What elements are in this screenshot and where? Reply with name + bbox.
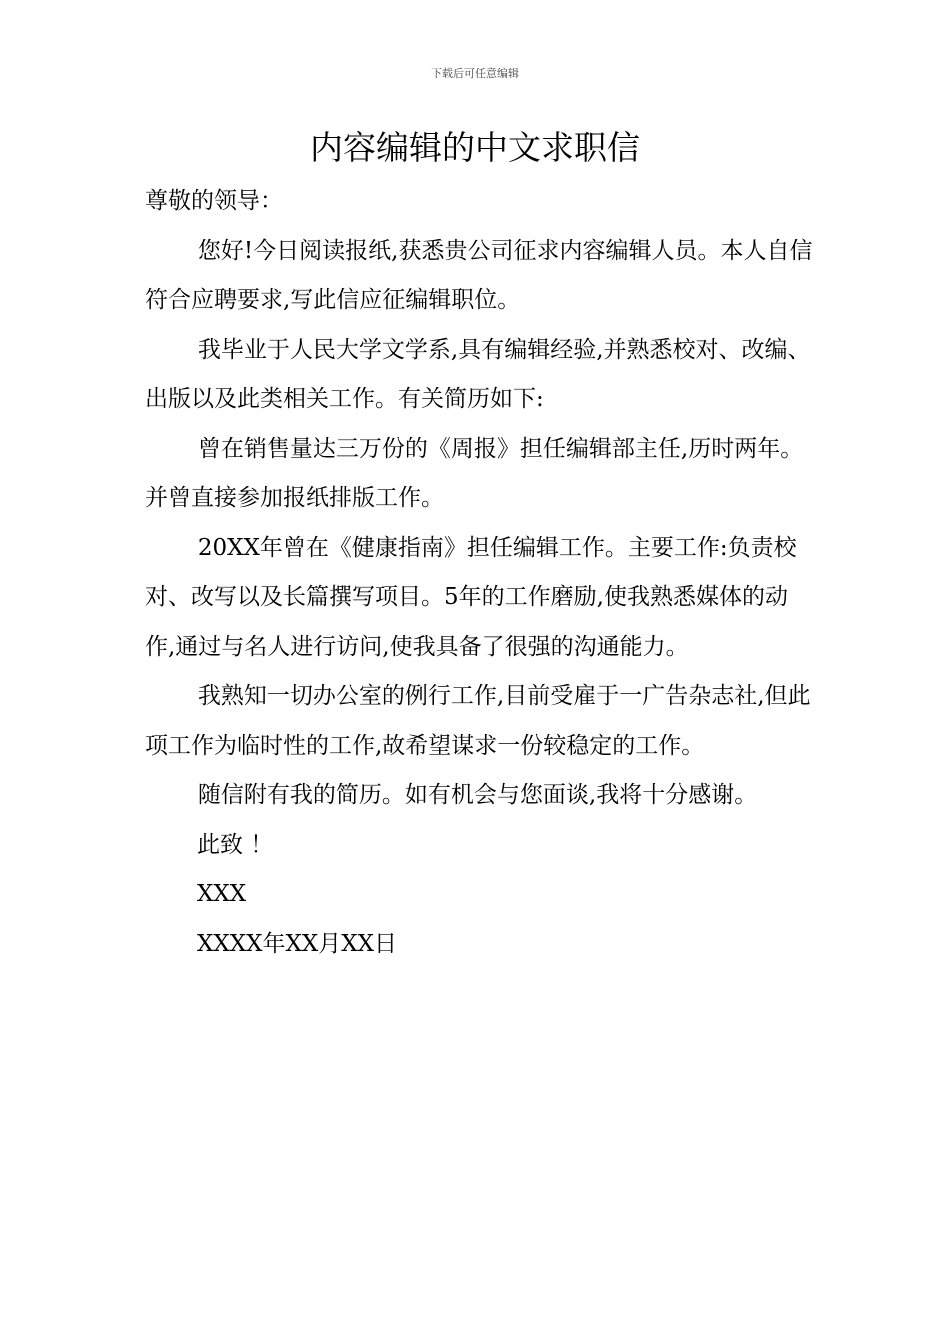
header-note: 下载后可任意编辑 (431, 67, 519, 80)
date-line: XXXX年XX月XX日 (197, 930, 397, 957)
paragraph-experience-health-guide: 20XX年曾在《健康指南》担任编辑工作。主要工作:负责校对、改写以及长篇撰写项目。5年的工作磨励,使我熟悉媒体的动作,通过与名人进行访问,使我具备了很强的沟通能力。 (145, 534, 797, 660)
signature: XXX (197, 881, 247, 907)
letter-body (145, 177, 815, 969)
paragraph-education: 我毕业于人民大学文学系,具有编辑经验,并熟悉校对、改编、出版以及此类相关工作。有关简历如下: (145, 336, 811, 412)
paragraph-experience-weekly: 曾在销售量达三万份的《周报》担任编辑部主任,历时两年。并曾直接参加报纸排版工作。 (145, 435, 804, 511)
paragraph-greeting: 您好!今日阅读报纸,获悉贵公司征求内容编辑人员。本人自信符合应聘要求,写此信应征编辑职位。 (145, 237, 813, 313)
paragraph-current-job: 我熟知一切办公室的例行工作,目前受雇于一广告杂志社,但此项工作为临时性的工作,故希望谋求一份较稳定的工作。 (145, 683, 811, 759)
closing-line: 此致 ！ (197, 831, 274, 858)
salutation: 尊敬的领导： (145, 188, 283, 214)
document-title: 内容编辑的中文求职信 (310, 128, 640, 167)
paragraph-resume-attached: 随信附有我的简历。如有机会与您面谈,我将十分感谢。 (197, 782, 758, 808)
